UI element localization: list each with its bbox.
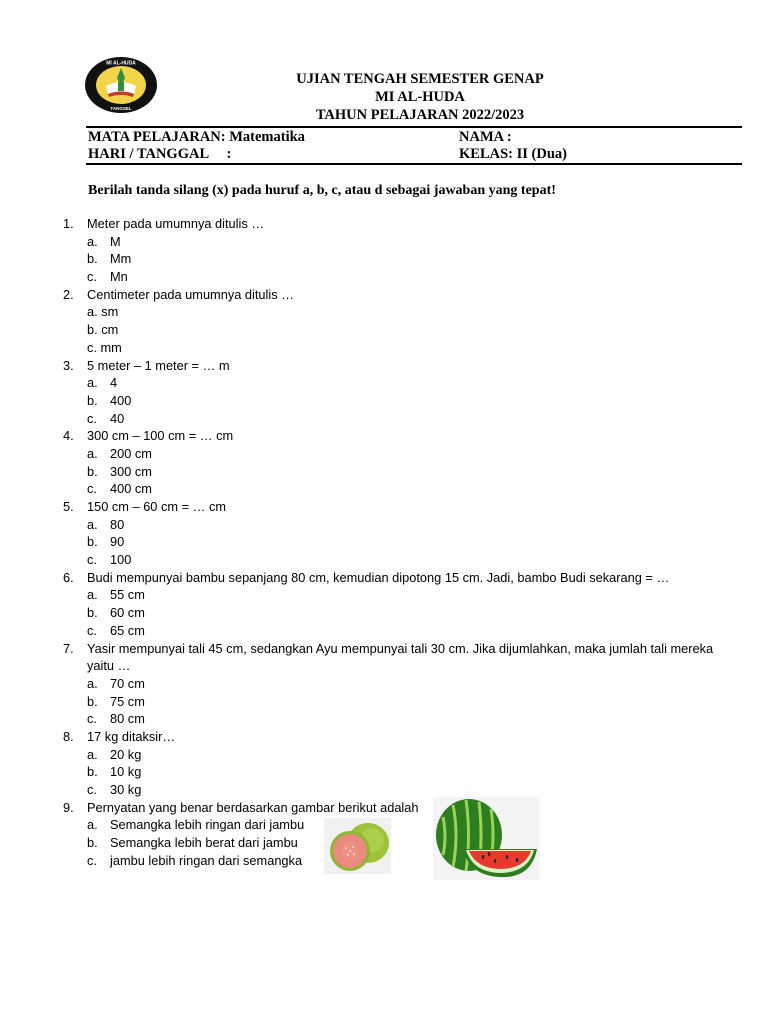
question-4-option-c: c. 400 cm (87, 481, 152, 497)
question-2: 2. Centimeter pada umumnya ditulis … (63, 286, 294, 302)
question-3-option-c: c. 40 (87, 410, 125, 426)
question-1: 1. Meter pada umumnya ditulis … (63, 216, 265, 231)
question-7: 7. Yasir mempunyai tali 45 cm, sedangkan Ayu mempunyai tali 30 cm. Jika dijumlahkan, maka jumlah tali mereka (63, 640, 714, 656)
instruction-text: Berilah tanda silang (x) pada huruf a, b, c, atau d sebagai jawaban yang tepat! (88, 183, 556, 198)
question-5-option-c: c. 100 (87, 552, 132, 568)
question-4-option-a: a. 200 cm (87, 445, 152, 461)
watermelon-picture (433, 797, 539, 880)
question-4: 4. 300 cm – 100 cm = … cm (63, 428, 234, 444)
question-5: 5. 150 cm – 60 cm = … cm (63, 499, 227, 514)
question-2-option-a: a. sm (87, 304, 119, 320)
question-6-option-b: b. 60 cm (87, 605, 145, 621)
question-6: 6. Budi mempunyai bambu sepanjang 80 cm, kemudian dipotong 15 cm. Jadi, bambo Budi sekarang = … (63, 569, 670, 585)
question-7-option-c: c. 80 cm (87, 711, 145, 727)
question-2-option-c: c. mm (87, 339, 122, 355)
question-6-option-a: a. 55 cm (87, 587, 145, 603)
question-4-option-b: b. 300 cm (87, 463, 152, 479)
class-label: KELAS: II (Dua) (459, 146, 567, 162)
question-5-option-b: b. 90 (87, 534, 125, 550)
question-1-option-c: c. Mn (87, 269, 128, 285)
question-8: 8. 17 kg ditaksir… (63, 728, 176, 744)
question-9-option-c: c. jambu lebih ringan dari semangka (87, 852, 303, 868)
school-logo (84, 56, 158, 114)
question-1-option-a: a. M (87, 233, 121, 249)
header-divider-top (86, 126, 742, 128)
question-3: 3. 5 meter – 1 meter = … m (63, 357, 230, 373)
name-label: NAMA : (459, 129, 512, 145)
exam-title: UJIAN TENGAH SEMESTER GENAP (296, 71, 544, 87)
academic-year: TAHUN PELAJARAN 2022/2023 (315, 107, 525, 123)
question-9-option-a: a. Semangka lebih ringan dari jambu (87, 817, 305, 833)
school-name: MI AL-HUDA (375, 89, 465, 105)
question-7-continuation: yaitu … (87, 658, 131, 674)
question-7-option-b: b. 75 cm (87, 693, 145, 709)
question-3-option-b: b. 400 (87, 392, 132, 408)
question-9: 9. Pernyatan yang benar berdasarkan gambar berikut adalah (63, 799, 419, 815)
question-7-option-a: a. 70 cm (87, 675, 145, 691)
question-list (0, 215, 768, 869)
question-9-option-b: b. Semangka lebih berat dari jambu (87, 835, 298, 851)
day-date-label: HARI / TANGGAL : (88, 146, 232, 162)
header-divider-bottom (86, 163, 742, 165)
guava-picture (324, 818, 391, 874)
svg-text:MI AL-HUDA: MI AL-HUDA (106, 60, 136, 67)
question-3-option-a: a. 4 (87, 375, 118, 391)
question-8-option-b: b. 10 kg (87, 764, 142, 780)
question-8-option-c: c. 30 kg (87, 782, 142, 797)
svg-text:TANGSEL: TANGSEL (110, 106, 132, 111)
question-5-option-a: a. 80 (87, 516, 125, 532)
question-1-option-b: b. Mm (87, 251, 132, 267)
question-2-option-b: b. cm (87, 322, 119, 338)
question-6-option-c: c. 65 cm (87, 622, 145, 638)
subject-label: MATA PELAJARAN: Matematika (88, 129, 305, 145)
question-8-option-a: a. 20 kg (87, 746, 142, 762)
